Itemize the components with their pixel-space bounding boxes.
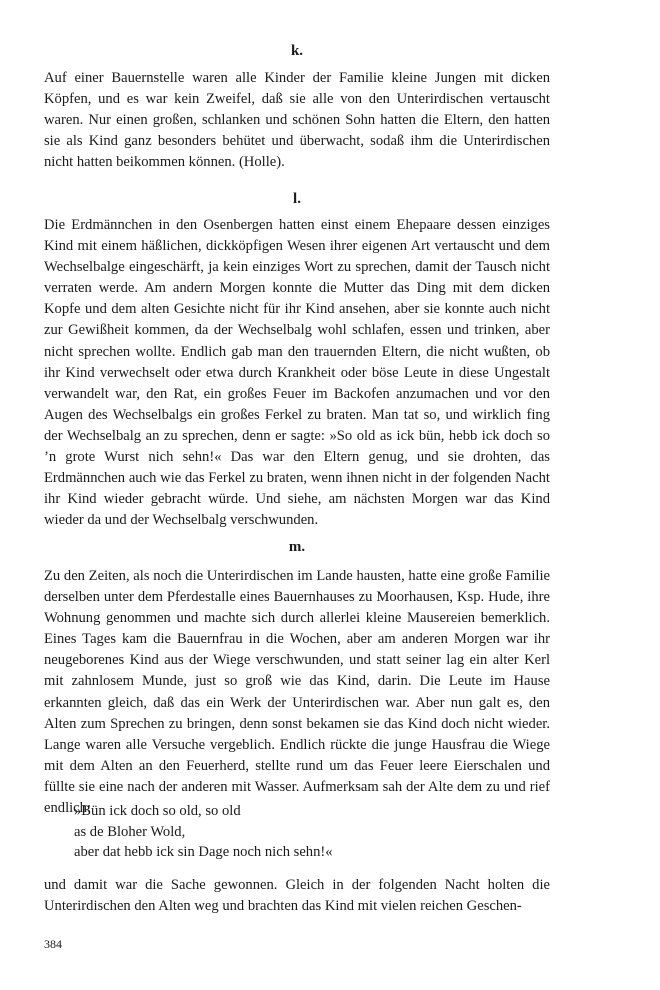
page-number: 384 <box>44 937 62 951</box>
section-heading-l: l. <box>293 191 301 207</box>
section-m-continuation: und damit war die Sache gewonnen. Gleich in der folgenden Nacht holten die Unterirdischen den Alten weg und brachten das Kind mit vielen reichen Geschen- <box>44 877 550 915</box>
section-heading-k: k. <box>290 43 304 59</box>
verse-line: aber dat hebb ick sin Dage noch nich sehn!« <box>74 844 333 860</box>
verse-line: »Bün ick doch so old, so old <box>74 803 241 819</box>
section-heading-m: m. <box>288 539 306 555</box>
section-m-paragraph: Zu den Zeiten, als noch die Unterirdischen im Lande hausten, hatte eine große Familie derselben unter dem Pferdestalle eines Bauernhauses zu Moorhausen, Ksp. Hude, ihre Wohnung genommen und machte sich durch allerlei kleine Mausereien bemerklich. Eines Tages kam die Bauernfrau in die Wochen, aber am anderen Morgen war ihr neugeborenes Kind aus der Wiege verschwunden, und statt seiner lag ein alter Kerl mit zahnlosem Munde, just so groß wie das Kind, darin. Die Leute im Hause erkannten gleich, daß das ein Werk der Unterirdischen war. Aber nun galt es, den Alten zum Sprechen zu bringen, denn sonst bekamen sie das Kind doch nicht wieder. Lange waren alle Versuche vergeblich. Endlich rückte die junge Hausfrau die Wiege mit dem Alten an den Feuerherd, stellte rund um das Feuer leere Eierschalen und füllte sie eine nach der anderen mit Wasser. Aufmerksam sah der Alte dem zu und rief endlich: <box>44 568 550 817</box>
verse-line: as de Bloher Wold, <box>74 823 186 840</box>
verse-block <box>74 801 550 863</box>
section-l-paragraph: Die Erdmännchen in den Osenbergen hatten einst einem Ehepaare dessen einziges Kind mit einem häßlichen, dickköpfigen Wesen ihrer eigenen Art vertauscht und dem Wechselbalge eingeschärft, ja kein einziges Wort zu sprechen, damit der Tausch nicht verraten werde. Am andern Morgen konnte die Mutter das Ding mit dem dicken Kopfe und dem alten Gesichte nicht für ihr Kind ansehen, aber sie konnte auch nicht zur Gewißheit kommen, da der Wechselbalg wohl schlafen, essen und trinken, aber nicht sprechen wollte. Endlich gab man den trauernden Eltern, die nicht wußten, ob ihr Kind verwechselt oder etwa durch Krankheit oder böse Leute in diese Ungestalt verwandelt war, den Rat, ein großes Feuer im Backofen anzumachen und vor den Augen des Wechselbalgs ein großes Ferkel zu braten. Man tat so, und wirklich fing der Wechselbalg an zu sprechen, denn er sagte: »So old as ick bün, hebb ick doch so ’n grote Wurst nich sehn!« Das war den Eltern genug, und sie drohten, das Erdmännchen auch wie das Ferkel zu braten, wenn ihnen nicht in der folgenden Nacht ihr Kind wieder gebracht würde. Und siehe, am nächsten Morgen war das Kind wieder da und der Wechselbalg verschwunden. <box>44 217 550 529</box>
section-k-paragraph: Auf einer Bauernstelle waren alle Kinder der Familie kleine Jungen mit dicken Köpfen, und es war kein Zweifel, daß sie alle von den Unterirdischen vertauscht waren. Nur einen großen, schlanken und schönen Sohn hatten die Eltern, den hatten sie als Kind ganz besonders behütet und überwacht, sodaß ihm die Unterirdischen nicht hatten beikommen können. (Holle). <box>44 70 550 171</box>
